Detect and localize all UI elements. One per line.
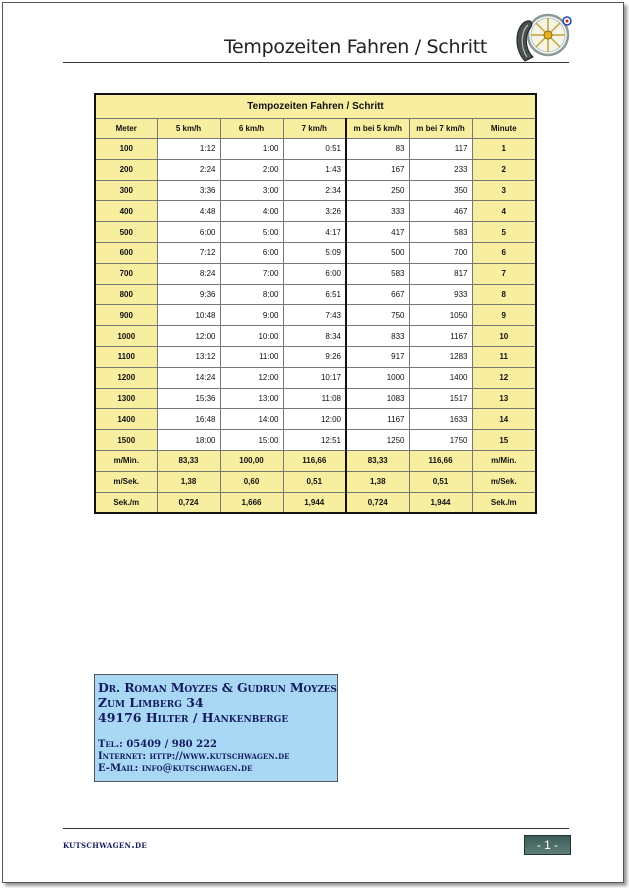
table-cell: 10:00 [220,326,283,347]
table-row [95,139,536,160]
table-cell: 2:24 [157,159,220,180]
table-cell: 1000 [95,326,157,347]
table-cell: 12:00 [283,409,346,430]
table-cell: 0,51 [283,471,346,492]
table-cell: 6:00 [157,222,220,243]
table-row [95,430,536,451]
page-number-badge: - 1 - [524,835,571,855]
table-cell: 917 [346,346,409,367]
table-cell: 5:00 [220,222,283,243]
table-cell: 1250 [346,430,409,451]
table-cell: 7:00 [220,263,283,284]
table-cell: 13 [472,388,536,409]
table-cell: 116,66 [283,450,346,471]
contact-name: Dr. Roman Moyzes & Gudrun Moyzes [98,680,337,695]
table-cell: 13:12 [157,346,220,367]
column-header: 5 km/h [157,119,220,139]
table-cell: 1400 [95,409,157,430]
table-cell: 0,724 [346,492,409,513]
table-cell: 1300 [95,388,157,409]
table-cell: 10 [472,326,536,347]
table-cell: 1283 [409,346,472,367]
table-cell: m/Sek. [95,471,157,492]
table-cell: 3:36 [157,180,220,201]
table-cell: 167 [346,159,409,180]
table-cell: 0,51 [409,471,472,492]
table-cell: 9:26 [283,346,346,367]
table-cell: m/Sek. [472,471,536,492]
table-cell: 5:09 [283,242,346,263]
column-header: 6 km/h [220,119,283,139]
table-row [95,284,536,305]
table-cell: 583 [409,222,472,243]
table-cell: 11:00 [220,346,283,367]
table-cell: 350 [409,180,472,201]
table-cell: 7:12 [157,242,220,263]
table-cell: 1083 [346,388,409,409]
contact-email-link[interactable]: E-Mail: info@kutschwagen.de [98,763,253,774]
table-cell: m/Min. [472,450,536,471]
table-cell: 13:00 [220,388,283,409]
document-page [2,2,624,883]
table-row [95,367,536,388]
table-cell: 1500 [95,430,157,451]
table-cell: 4:48 [157,201,220,222]
table-cell: 200 [95,159,157,180]
contact-box [94,674,338,782]
table-cell: 1000 [346,367,409,388]
table-cell: 1100 [95,346,157,367]
table-cell: 14 [472,409,536,430]
column-header: 7 km/h [283,119,346,139]
table-cell: 83,33 [157,450,220,471]
table-cell: 1:43 [283,159,346,180]
table-row [95,180,536,201]
table-cell: 4 [472,201,536,222]
table-cell: 600 [95,242,157,263]
table-cell: 700 [95,263,157,284]
table-cell: 1167 [409,326,472,347]
table-cell: 16:48 [157,409,220,430]
table-cell: 6 [472,242,536,263]
table-cell: 1750 [409,430,472,451]
table-cell: 1:00 [220,139,283,160]
table-cell: 300 [95,180,157,201]
table-body [95,139,536,514]
table-cell: 233 [409,159,472,180]
table-cell: 3:00 [220,180,283,201]
table-cell: 4:17 [283,222,346,243]
table-cell: 1,944 [409,492,472,513]
table-cell: 11 [472,346,536,367]
table-cell: 8:34 [283,326,346,347]
table-row [95,263,536,284]
table-cell: 2:00 [220,159,283,180]
table-cell: 1,666 [220,492,283,513]
table-cell: 100,00 [220,450,283,471]
table-cell: 9:00 [220,305,283,326]
table-cell: 5 [472,222,536,243]
table-cell: 9:36 [157,284,220,305]
summary-row [95,450,536,471]
table-cell: 1,944 [283,492,346,513]
table-cell: 12 [472,367,536,388]
table-row [95,346,536,367]
column-header: m bei 7 km/h [409,119,472,139]
table-cell: 1050 [409,305,472,326]
table-cell: 7 [472,263,536,284]
table-cell: 3:26 [283,201,346,222]
table-cell: 750 [346,305,409,326]
table-cell: 8 [472,284,536,305]
footer-divider [63,828,569,829]
table-cell: m/Min. [95,450,157,471]
contact-city: 49176 Hilter / Hankenberge [98,710,289,725]
table-cell: 700 [409,242,472,263]
table-row [95,305,536,326]
table-cell: 11:08 [283,388,346,409]
table-cell: 400 [95,201,157,222]
table-cell: 1,38 [157,471,220,492]
page-title: Tempozeiten Fahren / Schritt [223,36,487,58]
table-cell: 800 [95,284,157,305]
contact-phone: Tel.: 05409 / 980 222 [98,739,217,750]
table-cell: 116,66 [409,450,472,471]
table-row [95,201,536,222]
table-row [95,326,536,347]
table-cell: 250 [346,180,409,201]
table-cell: 583 [346,263,409,284]
table-cell: 15:00 [220,430,283,451]
table-cell: 1633 [409,409,472,430]
table-cell: 8:24 [157,263,220,284]
table-cell: 10:48 [157,305,220,326]
column-header: m bei 5 km/h [346,119,409,139]
carriage-wheel-horseshoe-logo-icon [511,13,573,63]
table-cell: 9 [472,305,536,326]
table-cell: 117 [409,139,472,160]
table-cell: 1400 [409,367,472,388]
table-cell: 500 [346,242,409,263]
table-cell: 18:00 [157,430,220,451]
table-cell: 833 [346,326,409,347]
table-cell: 0,60 [220,471,283,492]
table-cell: 0:51 [283,139,346,160]
column-header: Minute [472,119,536,139]
table-cell: 6:51 [283,284,346,305]
tempo-table [94,93,537,514]
table-cell: 1 [472,139,536,160]
table-cell: 10:17 [283,367,346,388]
table-cell: 333 [346,201,409,222]
header-divider [63,62,569,63]
table-cell: 4:00 [220,201,283,222]
table-cell: 15 [472,430,536,451]
table-cell: 500 [95,222,157,243]
table-title: Tempozeiten Fahren / Schritt [95,94,536,119]
table-cell: 1200 [95,367,157,388]
table-cell: 12:51 [283,430,346,451]
table-cell: 933 [409,284,472,305]
table-cell: 817 [409,263,472,284]
table-cell: 1517 [409,388,472,409]
table-cell: 83,33 [346,450,409,471]
table-row [95,159,536,180]
table-cell: 14:00 [220,409,283,430]
table-cell: 15:36 [157,388,220,409]
table-row [95,242,536,263]
table-row [95,409,536,430]
table-cell: 1:12 [157,139,220,160]
table-cell: 467 [409,201,472,222]
footer-site-link[interactable]: kutschwagen.de [63,840,148,851]
table-row [95,388,536,409]
table-cell: 417 [346,222,409,243]
summary-row [95,492,536,513]
contact-internet-link[interactable]: Internet: http://www.kutschwagen.de [98,751,290,762]
table-cell: 100 [95,139,157,160]
table-cell: 14:24 [157,367,220,388]
table-cell: 3 [472,180,536,201]
table-cell: 2 [472,159,536,180]
table-cell: 7:43 [283,305,346,326]
table-cell: 900 [95,305,157,326]
table-cell: 667 [346,284,409,305]
table-cell: 83 [346,139,409,160]
summary-row [95,471,536,492]
table-cell: 6:00 [283,263,346,284]
table-row [95,222,536,243]
table-cell: 8:00 [220,284,283,305]
table-cell: Sek./m [95,492,157,513]
table-cell: 0,724 [157,492,220,513]
contact-street: Zum Limberg 34 [98,695,204,710]
table-header-row [95,119,536,139]
column-header: Meter [95,119,157,139]
table-cell: 1167 [346,409,409,430]
table-cell: 2:34 [283,180,346,201]
table-cell: Sek./m [472,492,536,513]
table-cell: 6:00 [220,242,283,263]
table-cell: 12:00 [157,326,220,347]
table-cell: 1,38 [346,471,409,492]
table-cell: 12:00 [220,367,283,388]
